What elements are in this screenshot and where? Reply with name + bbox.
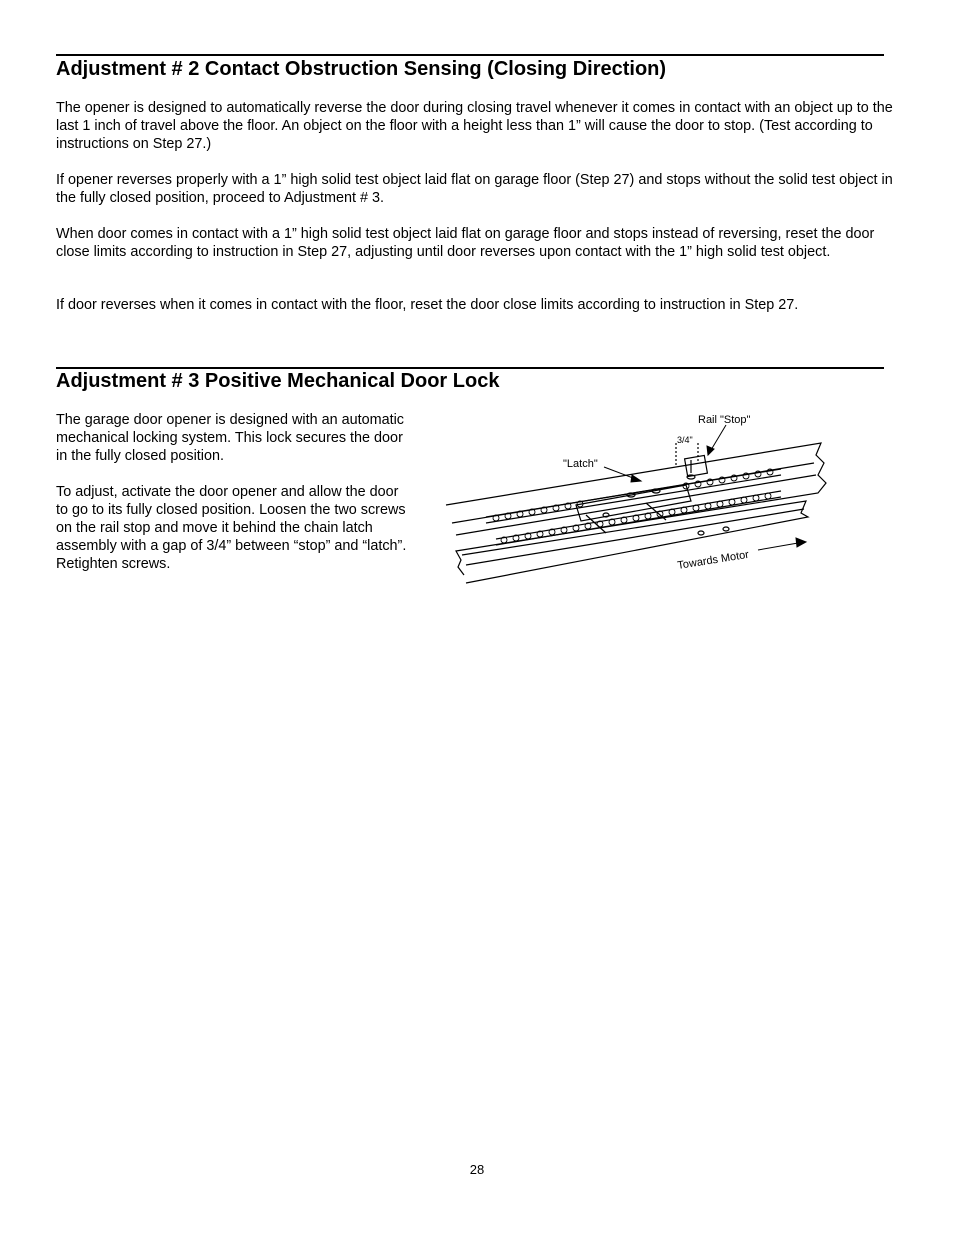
section2-paragraph-3: When door comes in contact with a 1” high solid test object laid flat on garage floor and stops instead of reversing, reset the door close limits according to instruction in Step 27, adjusting until door reverses upon contact with the 1” high solid test object. <box>56 226 875 260</box>
towards-motor-label: Towards Motor <box>676 548 750 572</box>
rail-stop <box>685 455 708 476</box>
latch-label: "Latch" <box>563 458 598 470</box>
section3-paragraph-1: The garage door opener is designed with an automatic mechanical locking system. This lock secures the door in the fully closed position. <box>56 412 404 464</box>
section2-top-rule <box>56 54 884 56</box>
section3-paragraph-2: To adjust, activate the door opener and allow the door to go to its fully closed position. Loosen the two screws on the rail stop and move it behind the chain latch assembly with a gap of 3/4” between “stop” and “latch”. Retighten screws. <box>56 484 407 572</box>
rail-stop-diagram <box>436 405 836 590</box>
section2-paragraph-4: If door reverses when it comes in contact with the floor, reset the door close limits according to instruction in Step 27. <box>56 297 799 313</box>
section2-paragraph-2: If opener reverses properly with a 1” high solid test object laid flat on garage floor (Step 27) and stops without the solid test object in the fully closed position, proceed to Adjustment # 3. <box>56 172 893 206</box>
section2-title: Adjustment # 2 Contact Obstruction Sensing (Closing Direction) <box>56 58 667 80</box>
section3-top-rule <box>56 367 884 369</box>
gap-label: 3/4" <box>677 435 693 445</box>
rail-stop-label: Rail "Stop" <box>698 414 751 426</box>
section3-title: Adjustment # 3 Positive Mechanical Door Lock <box>56 370 500 392</box>
section2-paragraph-1: The opener is designed to automatically reverse the door during closing travel whenever it comes in contact with an object up to the last 1 inch of travel above the floor. An object on the floor with a height less than 1” will cause the door to stop. (Test according to instructions on Step 27.) <box>56 100 893 152</box>
page-number: 28 <box>469 1162 485 1177</box>
